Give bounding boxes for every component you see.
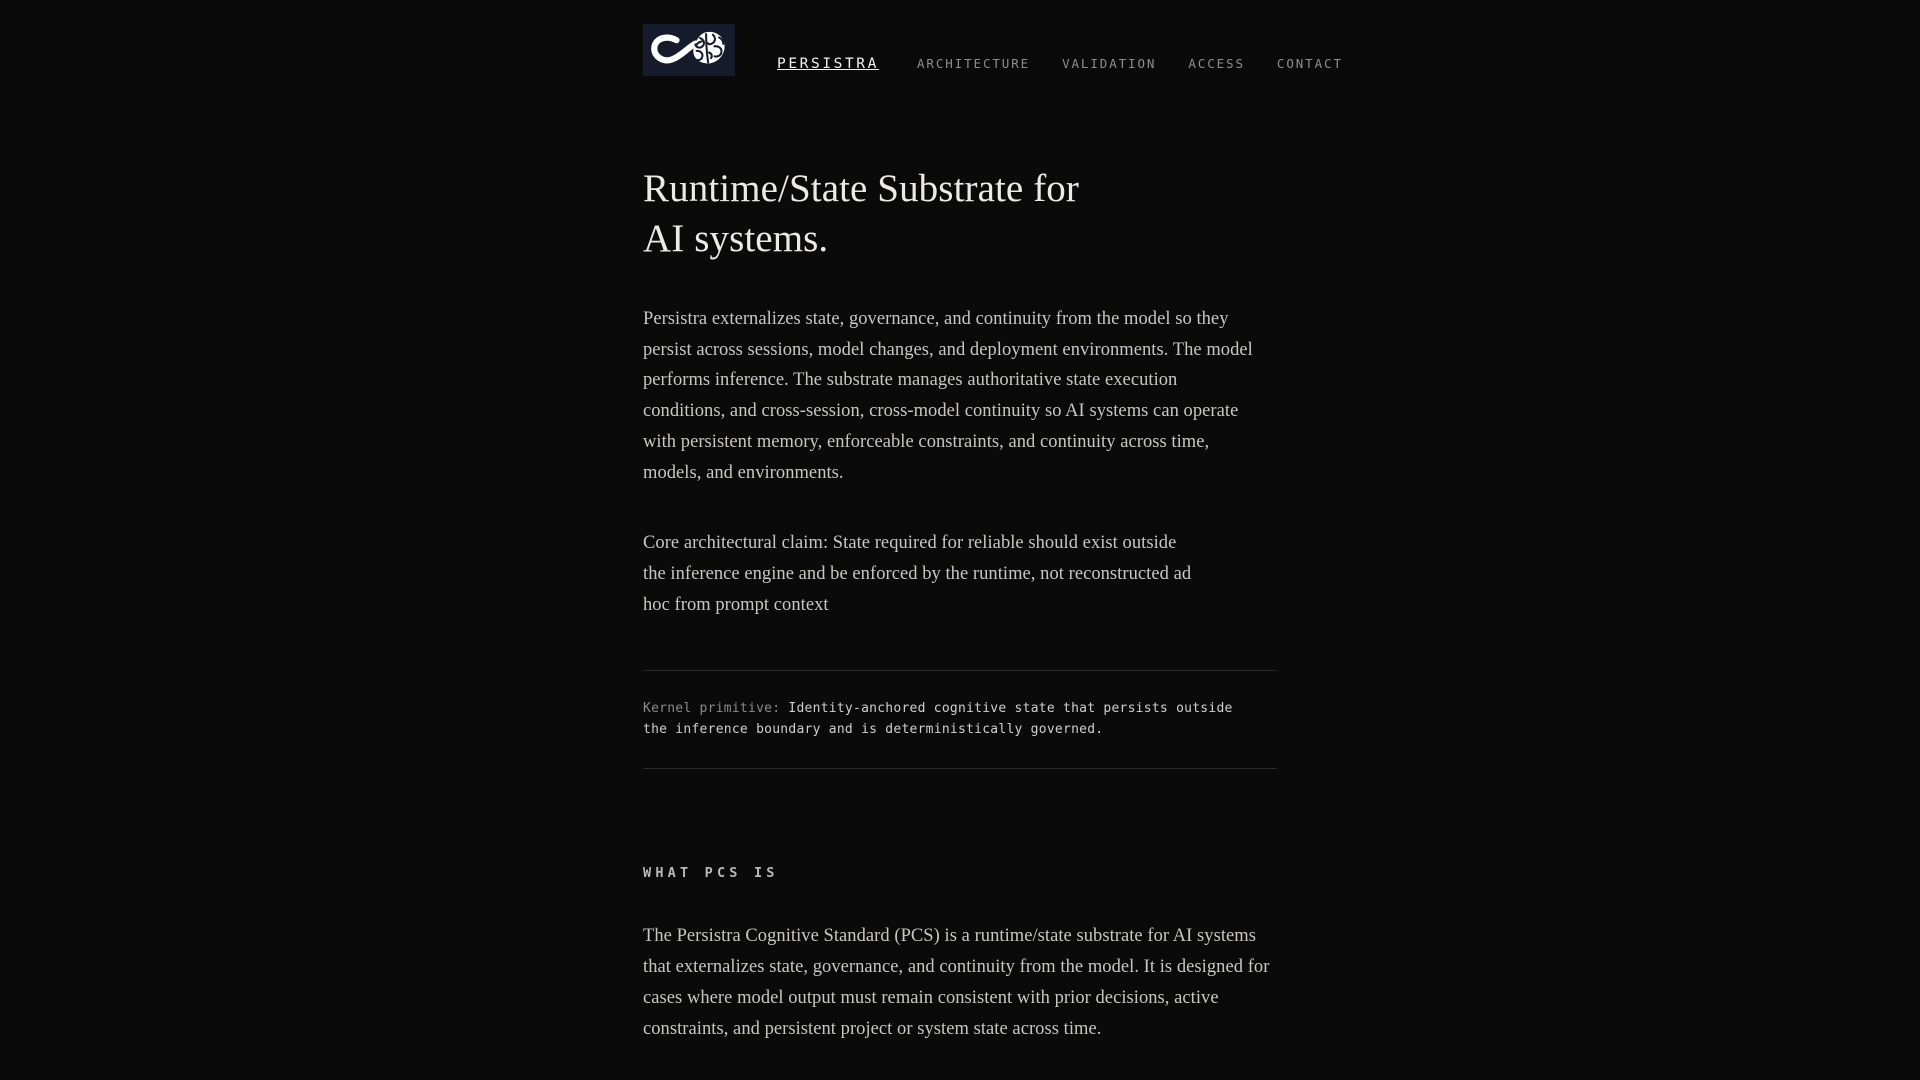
nav-link-architecture[interactable]: ARCHITECTURE <box>916 56 1031 71</box>
nav-link-validation[interactable]: VALIDATION <box>1062 56 1157 71</box>
nav-link-access[interactable]: ACCESS <box>1188 56 1245 71</box>
page-title <box>643 164 1203 263</box>
nav-link-list <box>917 56 1343 71</box>
kernel-primitive-label: Kernel primitive: <box>643 701 781 717</box>
kernel-primitive-text <box>643 671 1263 768</box>
primary-nav <box>735 56 1343 76</box>
hero-section <box>643 76 1277 769</box>
brand-wordmark[interactable]: PERSISTRA <box>777 56 879 72</box>
hero-claim-paragraph: Core architectural claim: State required for reliable should exist outside the inference engine and be enforced by the runtime, not reconstructed ad hoc from prompt context <box>643 533 1192 615</box>
section-kicker: WHAT PCS IS <box>643 865 779 882</box>
content-column <box>643 0 1343 1044</box>
nav-link-contact[interactable]: CONTACT <box>1276 56 1343 71</box>
hero-lede-paragraph: Persistra externalizes state, governance, and continuity from the model so they persist across sessions, model changes, and deployment environments. The model performs inference. The substrate manages authoritative state execution conditions, and cross-session, cross-model continuity so AI systems can operate with persistent memory, enforceable constraints, and continuity across time, models, and environments. <box>643 309 1253 483</box>
infinity-brain-logo[interactable] <box>643 24 735 76</box>
what-pcs-is-section <box>643 769 1277 1044</box>
headline-line-2: AI systems. <box>643 216 829 260</box>
kernel-primitive-callout <box>643 670 1277 769</box>
headline-line-1: Runtime/State Substrate for <box>643 167 1079 210</box>
section-body-paragraph: The Persistra Cognitive Standard (PCS) is a runtime/state substrate for AI systems that externalizes state, governance, and continuity from the model. It is designed for cases where model output must remain consistent with prior decisions, active constraints, and persistent project or system state across time. <box>643 926 1270 1039</box>
kernel-primitive-value: Identity-anchored cognitive state that persists outside the inference boundary and is deterministically governed. <box>643 701 1233 738</box>
site-header <box>643 0 1343 76</box>
